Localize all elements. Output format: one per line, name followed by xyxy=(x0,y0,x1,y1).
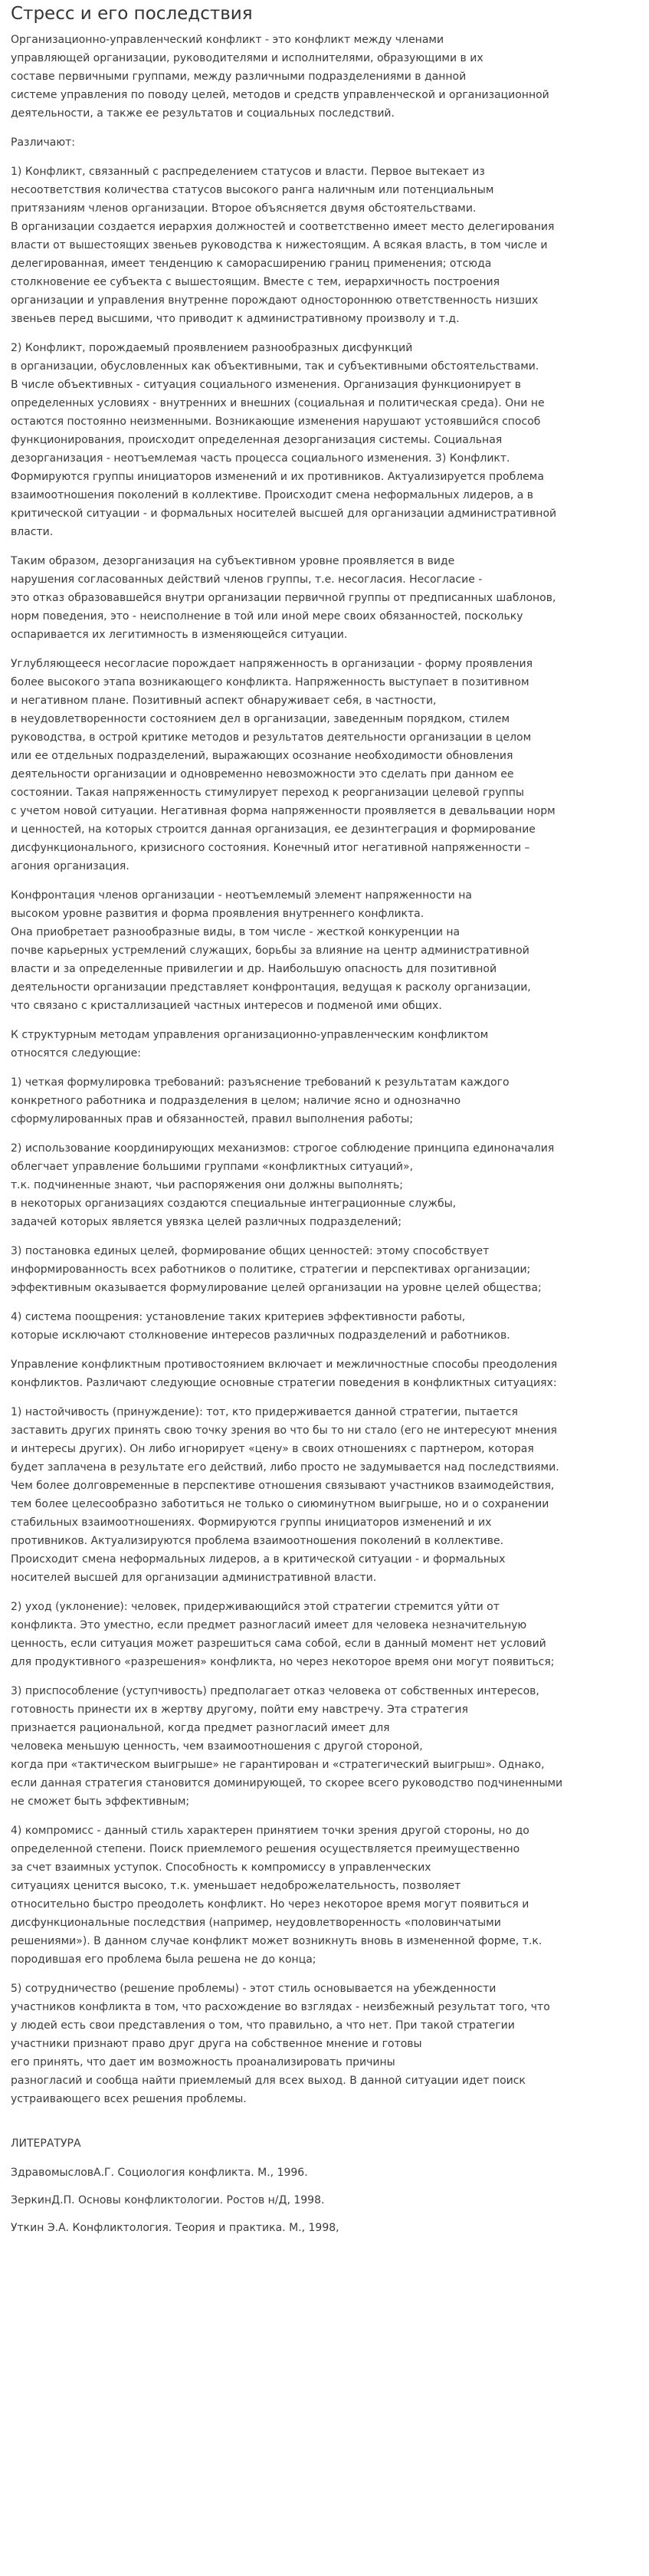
paragraph-distinguish: Различают: xyxy=(11,136,76,149)
page-title: Стресс и его последствия xyxy=(11,4,253,24)
paragraph-strategy-persistence: 1) настойчивость (принуждение): тот, кто придерживается данной стратегии, пытается заставить других принять свою точку зрения во что бы то ни стало (его не интересуют мнения и интересы других). Он либо игнорирует «цену» в своих отношениях с партнером, которая будет заплачена в результате его действий, либо просто не задумывается над последствиями. Чем более долговременные в перспективе отношения связывают участников взаимодействия, тем более целесообразно заботиться не только о сиюминутном выигрыше, но и о сохранении стабильных взаимоотношениях. Формируются группы инициаторов изменений и их противников. Актуализируются проблема взаимоотношения поколений в коллективе. Происходит смена неформальных лидеров, а в критической ситуации - и формальных носителей высшей для организации административной власти. xyxy=(11,1406,559,1584)
paragraph-method-coordination: 2) использование координирующих механизмов: строгое соблюдение принципа единоначалия облегчает управление большими группами «конфликтных ситуаций», т.к. подчиненные знают, чьи распоряжения они должны выполнять; в некоторых организациях создаются специальные интеграционные службы, задачей которых является увязка целей различных подразделений; xyxy=(11,1142,555,1228)
paragraph-method-rewards: 4) система поощрения: установление таких критериев эффективности работы, которые исключают столкновение интересов различных подразделений и работников. xyxy=(11,1311,510,1342)
paragraph-conflict-dysfunction: 2) Конфликт, порождаемый проявлением разнообразных дисфункций в организации, обусловленных как объективными, так и субъективными обстоятельствами. В числе объективных - ситуация социального изменения. Организация функционирует в определенных условиях - внутренних и внешних (социальная и политическая среда). Они не остаются постоянно неизменными. Возникающие изменения нарушают устоявшийся способ функционирования, происходит определенная дезорганизация системы. Социальная дезорганизация - неотъемлемая часть процесса социального изменения. 3) Конфликт. Формируются группы инициаторов изменений и их противников. Актуализируется проблема взаимоотношения поколений в коллективе. Происходит смена неформальных лидеров, а в критической ситуации - и формальных носителей высшей для организации административной власти. xyxy=(11,342,557,538)
paragraph-confrontation: Конфронтация членов организации - неотъемлемый элемент напряженности на высоком уровне развития и форма проявления внутреннего конфликта. Она приобретает разнообразные виды, в том числе - жесткой конкуренции на почве карьерных устремлений служащих, борьбы за влияние на центр административной власти и за определенные привилегии и др. Наибольшую опасность для позитивной деятельности организации представляет конфронтация, ведущая к расколу организации, что связано с кристаллизацией частных интересов и подменой ими общих. xyxy=(11,889,531,1012)
references-heading: ЛИТЕРАТУРА xyxy=(11,2137,81,2150)
reference-item: ЗдравомысловА.Г. Социология конфликта. М., 1996. xyxy=(11,2167,308,2179)
paragraph-strategy-compromise: 4) компромисс - данный стиль характерен принятием точки зрения другой стороны, но до определенной степени. Поиск приемлемого решения осуществляется преимущественно за счет взаимных уступок. Способность к компромиссу в управленческих ситуациях ценится высоко, т.к. уменьшает недоброжелательность, позволяет относительно быстро преодолеть конфликт. Но через некоторое время могут появиться и дисфункциональные последствия (например, неудовлетворенность «половинчатыми решениями»). В данном случае конфликт может возникнуть вновь в измененной форме, т.к. породившая его проблема была решена не до конца; xyxy=(11,1825,542,1966)
reference-item: ЗеркинД.П. Основы конфликтологии. Ростов н/Д, 1998. xyxy=(11,2194,325,2206)
article-body xyxy=(11,31,638,2108)
paragraph-method-goals: 3) постановка единых целей, формирование общих ценностей: этому способствует информированность всех работников о политике, стратегии и перспективах организации; эффективным оказывается формулирование целей организации на уровне целей общества; xyxy=(11,1245,542,1294)
paragraph-strategy-collaboration: 5) сотрудничество (решение проблемы) - этот стиль основывается на убежденности участников конфликта в том, что расхождение во взглядах - неизбежный результат того, что у людей есть свои представления о том, что правильно, а что нет. При такой стратегии участники признают право друг друга на собственное мнение и готовы его принять, что дает им возможность проанализировать причины разногласий и сообща найти приемлемый для всех выход. В данной ситуации идет поиск устраивающего всех решения проблемы. xyxy=(11,1983,550,2105)
paragraph-disorganization: Таким образом, дезорганизация на субъективном уровне проявляется в виде нарушения согласованных действий членов группы, т.е. несогласия. Несогласие - это отказ образовавшейся внутри организации первичной группы от предписанных шаблонов, норм поведения, это - неисполнение в той или иной мере своих обязанностей, поскольку оспаривается их легитимность в изменяющейся ситуации. xyxy=(11,555,556,641)
reference-item: Уткин Э.А. Конфликтология. Теория и практика. М., 1998, xyxy=(11,2222,339,2234)
paragraph-tension: Углубляющееся несогласие порождает напряженность в организации - форму проявления более высокого этапа возникающего конфликта. Напряженность выступает в позитивном и негативном плане. Позитивный аспект обнаруживает себя, в частности, в неудовлетворенности состоянием дел в организации, заведенным порядком, стилем руководства, в острой критике методов и результатов деятельности организации в целом или ее отдельных подразделений, выражающих осознание необходимости обновления деятельности организации и одновременно невозможности это сделать при данном ее состоянии. Такая напряженность стимулирует переход к реорганизации целевой группы с учетом новой ситуации. Негативная форма напряженности проявляется в девальвации норм и ценностей, на которых строится данная организация, ее дезинтеграция и формирование дисфункционального, кризисного состояния. Конечный итог негативной напряженности – агония организация. xyxy=(11,658,556,872)
paragraph-strategy-avoidance: 2) уход (уклонение): человек, придерживающийся этой стратегии стремится уйти от конфликта. Это уместно, если предмет разногласий имеет для человека незначительную ценность, если ситуация может разрешиться сама собой, если в данный момент нет условий для продуктивного «разрешения» конфликта, но через некоторое время они могут появиться; xyxy=(11,1601,555,1668)
references-section xyxy=(11,2134,638,2237)
paragraph-structural-methods: К структурным методам управления организационно-управленческим конфликтом относятся следующие: xyxy=(11,1029,489,1060)
paragraph-method-requirements: 1) четкая формулировка требований: разъяснение требований к результатам каждого конкретного работника и подразделения в целом; наличие ясно и однозначно сформулированных прав и обязанностей, правил выполнения работы; xyxy=(11,1076,510,1125)
paragraph-strategy-accommodation: 3) приспособление (уступчивость) предполагает отказ человека от собственных интересов, готовность принести их в жертву другому, пойти ему навстречу. Эта стратегия признается рациональной, когда предмет разногласий имеет для человека меньшую ценность, чем взаимоотношения с другой стороной, когда при «тактическом выигрыше» не гарантирован и «стратегический выигрыш». Однако, если данная стратегия становится доминирующей, то скорее всего руководство подчиненными не сможет быть эффективным; xyxy=(11,1685,563,1808)
paragraph-strategies-intro: Управление конфликтным противостоянием включает и межличностные способы преодоления конфликтов. Различают следующие основные стратегии поведения в конфликтных ситуациях: xyxy=(11,1359,558,1389)
paragraph-intro: Организационно-управленческий конфликт - это конфликт между членами управляющей организации, руководителями и исполнителями, образующими в их составе первичными группами, между различными подразделениями в данной системе управления по поводу целей, методов и средств управленческой и организационной деятельности, а также ее результатов и социальных последствий. xyxy=(11,34,549,120)
paragraph-conflict-status: 1) Конфликт, связанный с распределением статусов и власти. Первое вытекает из несоответствия количества статусов высокого ранга наличным или потенциальным притязаниям членов организации. Второе объясняется двумя обстоятельствами. В организации создается иерархия должностей и соответственно имеет место делегирования власти от вышестоящих звеньев руководства к нижестоящим. А всякая власть, в том числе и делегированная, имеет тенденцию к саморасширению границ применения; отсюда столкновение ее субъекта с вышестоящим. Вместе с тем, иерархичность построения организации и управления внутренне порождают одностороннюю ответственность низших звеньев перед высшими, что приводит к административному произволу и т.д. xyxy=(11,166,555,325)
